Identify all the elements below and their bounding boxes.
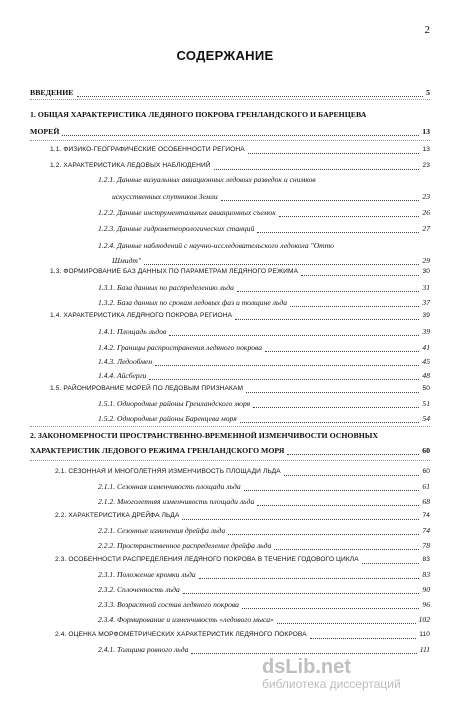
toc-entry-page: 54 bbox=[422, 414, 430, 423]
leader-dots bbox=[287, 454, 419, 455]
toc-entry-page: 50 bbox=[422, 385, 430, 392]
leader-dots bbox=[155, 365, 419, 366]
toc-entry bbox=[98, 371, 430, 381]
toc-entry-label: ВВЕДЕНИЕ bbox=[30, 88, 74, 97]
toc-entry-label: 2.1.1. Сезонная изменчивость площади льда bbox=[98, 482, 241, 491]
leader-dots bbox=[301, 275, 419, 276]
leader-dots bbox=[182, 519, 419, 520]
toc-entry-label: 2.3.2. Сплоченность льда bbox=[98, 585, 180, 594]
toc-entry-label: 2.4. ОЦЕНКА МОРФОМЕТРИЧЕСКИХ ХАРАКТЕРИСТИК ЛЕДЯНОГО ПОКРОВА bbox=[55, 631, 307, 638]
toc-entry-label: 1.2. ХАРАКТЕРИСТИКА ЛЕДОВЫХ НАБЛЮДЕНИЙ bbox=[50, 162, 211, 169]
leader-dots bbox=[62, 135, 419, 136]
toc-entry-label: 1.5.1. Однородные районы Гренландского моря bbox=[98, 399, 251, 408]
toc-entry-page: 68 bbox=[422, 497, 430, 506]
toc-entry bbox=[50, 161, 430, 171]
leader-dots bbox=[277, 623, 416, 624]
toc-entry bbox=[98, 541, 430, 551]
toc-entry-page: 41 bbox=[422, 343, 430, 352]
toc-entry bbox=[98, 570, 430, 580]
toc-entry bbox=[30, 446, 430, 456]
toc-entry-label: ХАРАКТЕРИСТИК ЛЕДОВОГО РЕЖИМА ГРЕНЛАНДСКОГО МОРЯ bbox=[30, 446, 285, 455]
toc-entry-label: 1.1. ФИЗИКО-ГЕОГРАФИЧЕСКИЕ ОСОБЕННОСТИ РЕГИОНА bbox=[50, 146, 245, 153]
toc-entry-label: Шмидт" bbox=[112, 256, 142, 265]
toc-entry bbox=[98, 414, 430, 424]
toc-entry bbox=[55, 511, 430, 521]
toc-entry bbox=[30, 88, 430, 98]
toc-entry bbox=[98, 224, 430, 234]
toc-entry-label: 1.4. ХАРАКТЕРИСТИКА ЛЕДЯНОГО ПОКРОВА РЕГИОНА bbox=[50, 312, 233, 319]
toc-entry-page: 37 bbox=[422, 298, 430, 307]
section-divider bbox=[30, 140, 430, 141]
toc-entry-page: 90 bbox=[422, 585, 430, 594]
toc-entry-label: МОРЕЙ bbox=[30, 127, 60, 136]
toc-entry bbox=[30, 431, 430, 441]
toc-entry-page: 51 bbox=[422, 399, 430, 408]
toc-entry-label: 2.2. ХАРАКТЕРИСТИКА ДРЕЙФА ЛЬДА bbox=[55, 512, 180, 519]
toc-entry-label: 1. ОБЩАЯ ХАРАКТЕРИСТИКА ЛЕДЯНОГО ПОКРОВА ГРЕНЛАНДСКОГО И БАРЕНЦЕВА bbox=[30, 110, 367, 119]
toc-entry-label: 1.4.3. Ледообмен bbox=[98, 357, 153, 366]
toc-entry bbox=[98, 482, 430, 492]
toc-entry bbox=[98, 343, 430, 353]
watermark bbox=[262, 656, 442, 691]
toc-entry-label: 2. ЗАКОНОМЕРНОСТИ ПРОСТРАНСТВЕННО-ВРЕМЕННОЙ ИЗМЕНЧИВОСТИ ОСНОВНЫХ bbox=[30, 431, 379, 440]
toc-entry-page: 31 bbox=[422, 283, 430, 292]
toc-entry-page: 48 bbox=[422, 371, 430, 380]
toc-entry-label: 2.2.1. Сезонные изменения дрейфа льда bbox=[98, 526, 226, 535]
toc-entry bbox=[55, 555, 430, 565]
toc-entry-label: 2.3.1. Положение кромки льда bbox=[98, 570, 196, 579]
toc-entry-page: 30 bbox=[422, 268, 430, 275]
toc-entry bbox=[98, 175, 430, 185]
toc-entry-label: искусственных спутников Земли bbox=[112, 192, 218, 201]
toc-entry-label: 1.2.4. Данные наблюдений с научно-исследовательского ледокола "Отто bbox=[98, 241, 334, 250]
toc-entry bbox=[98, 298, 430, 308]
toc-entry-page: 111 bbox=[419, 645, 430, 654]
leader-dots bbox=[144, 264, 419, 265]
toc-entry bbox=[112, 256, 430, 266]
leader-dots bbox=[253, 407, 419, 408]
toc-entry-label: 1.3.2. База данных по срокам ледовых фаз и толщине льда bbox=[98, 298, 288, 307]
toc-entry-page: 23 bbox=[422, 162, 430, 169]
leader-dots bbox=[362, 563, 420, 564]
toc-entry-label: 1.2.1. Данные визуальных авиационных ледовых разведок и снимков bbox=[98, 175, 316, 184]
leader-dots bbox=[246, 392, 419, 393]
toc-entry-page: 5 bbox=[426, 88, 430, 97]
toc-entry bbox=[98, 357, 430, 367]
toc-entry-page: 13 bbox=[422, 127, 430, 136]
leader-dots bbox=[214, 169, 420, 170]
toc-entry-label: 2.4.1. Толщина ровного льда bbox=[98, 645, 189, 654]
leader-dots bbox=[242, 608, 419, 609]
toc-entry-page: 74 bbox=[422, 512, 430, 519]
toc-entry-label: 1.3. ФОРМИРОВАНИЕ БАЗ ДАННЫХ ПО ПАРАМЕТРАМ ЛЕДЯНОГО РЕЖИМА bbox=[50, 268, 299, 275]
toc-entry-page: 60 bbox=[422, 468, 430, 475]
toc-entry-label: 1.3.1. База данных по распределению льда bbox=[98, 283, 234, 292]
toc-entry-page: 29 bbox=[422, 256, 430, 265]
toc-entry-label: 1.2.3. Данные гидрометеорологических станций bbox=[98, 224, 255, 233]
leader-dots bbox=[248, 153, 420, 154]
toc-entry-label: 2.3. ОСОБЕННОСТИ РАСПРЕДЕЛЕНИЯ ЛЕДЯНОГО ПОКРОВА В ТЕЧЕНИЕ ГОДОВОГО ЦИКЛА bbox=[55, 556, 359, 563]
toc-entry-page: 39 bbox=[422, 312, 430, 319]
leader-dots bbox=[199, 578, 420, 579]
leader-dots bbox=[191, 653, 416, 654]
watermark-logo: dsLib.net bbox=[262, 656, 351, 678]
toc-entry bbox=[55, 467, 430, 477]
toc-entry-page: 60 bbox=[422, 446, 430, 455]
toc-entry-page: 102 bbox=[418, 615, 430, 624]
toc-entry-page: 23 bbox=[422, 192, 430, 201]
toc-entry-label: 2.1.2. Многолетняя изменчивость площади льда bbox=[98, 497, 255, 506]
toc-entry-page: 61 bbox=[422, 482, 430, 491]
toc-entry bbox=[30, 127, 430, 137]
leader-dots bbox=[257, 232, 419, 233]
toc-entry-page: 27 bbox=[422, 224, 430, 233]
leader-dots bbox=[237, 291, 419, 292]
leader-dots bbox=[290, 306, 419, 307]
toc-entry-page: 13 bbox=[422, 146, 430, 153]
leader-dots bbox=[274, 549, 419, 550]
toc-entry-page: 96 bbox=[422, 600, 430, 609]
page-number: 2 bbox=[424, 24, 430, 36]
toc-entry bbox=[50, 384, 430, 394]
toc-entry-page: 45 bbox=[422, 357, 430, 366]
leader-dots bbox=[183, 593, 420, 594]
toc-entry-page: 83 bbox=[422, 570, 430, 579]
toc-entry bbox=[50, 267, 430, 277]
toc-entry bbox=[98, 526, 430, 536]
toc-entry-label: 1.2.2. Данные инструментальных авиационных съемок bbox=[98, 208, 276, 217]
toc-entry bbox=[98, 585, 430, 595]
section-divider bbox=[30, 426, 430, 427]
leader-dots bbox=[284, 475, 420, 476]
page-title: СОДЕРЖАНИЕ bbox=[176, 48, 274, 63]
toc-entry bbox=[55, 630, 430, 640]
toc-entry bbox=[98, 497, 430, 507]
toc-entry-label: 1.4.4. Айсберги bbox=[98, 371, 147, 380]
toc-entry bbox=[98, 600, 430, 610]
leader-dots bbox=[228, 534, 419, 535]
section-divider bbox=[30, 99, 430, 100]
leader-dots bbox=[310, 638, 417, 639]
toc-entry-page: 26 bbox=[422, 208, 430, 217]
toc-entry-page: 39 bbox=[422, 327, 430, 336]
toc-entry-label: 2.1. СЕЗОННАЯ И МНОГОЛЕТНЯЯ ИЗМЕНЧИВОСТЬ ПЛОЩАДИ ЛЬДА bbox=[55, 468, 281, 475]
toc-entry bbox=[50, 145, 430, 155]
toc-entry-label: 1.5. РАЙОНИРОВАНИЕ МОРЕЙ ПО ЛЕДОВЫМ ПРИЗНАКАМ bbox=[50, 385, 244, 392]
leader-dots bbox=[244, 490, 420, 491]
toc-entry bbox=[112, 192, 430, 202]
toc-entry bbox=[98, 645, 430, 655]
leader-dots bbox=[149, 379, 419, 380]
toc-entry-label: 2.2.2. Пространственное распределение дрейфа льда bbox=[98, 541, 272, 550]
toc-entry-label: 2.3.3. Возрастной состав ледяного покрова bbox=[98, 600, 239, 609]
toc-entry bbox=[98, 283, 430, 293]
toc-entry-page: 74 bbox=[422, 526, 430, 535]
leader-dots bbox=[265, 351, 419, 352]
leader-dots bbox=[221, 200, 420, 201]
toc-entry-page: 78 bbox=[422, 541, 430, 550]
toc-entry-label: 1.5.2. Однородные районы Баренцева моря bbox=[98, 414, 237, 423]
leader-dots bbox=[279, 216, 420, 217]
toc-entry bbox=[98, 327, 430, 337]
toc-entry-label: 1.4.1. Площадь льдов bbox=[98, 327, 167, 336]
toc-entry-label: 1.4.2. Границы распространения ледяного покрова bbox=[98, 343, 263, 352]
watermark-subtitle: библиотека диссертаций bbox=[262, 677, 401, 691]
leader-dots bbox=[257, 505, 419, 506]
toc-entry bbox=[98, 241, 430, 251]
leader-dots bbox=[235, 319, 419, 320]
toc-entry bbox=[50, 311, 430, 321]
toc-entry-label: 2.3.4. Формирование и изменчивость «ледового мыса» bbox=[98, 615, 274, 624]
toc-entry bbox=[30, 110, 430, 120]
leader-dots bbox=[77, 96, 424, 97]
toc-entry-page: 110 bbox=[419, 631, 430, 638]
leader-dots bbox=[169, 335, 419, 336]
toc-entry bbox=[98, 615, 430, 625]
section-divider bbox=[30, 460, 430, 461]
toc-entry bbox=[98, 399, 430, 409]
leader-dots bbox=[240, 422, 420, 423]
toc-entry-page: 83 bbox=[422, 556, 430, 563]
toc-entry bbox=[98, 208, 430, 218]
